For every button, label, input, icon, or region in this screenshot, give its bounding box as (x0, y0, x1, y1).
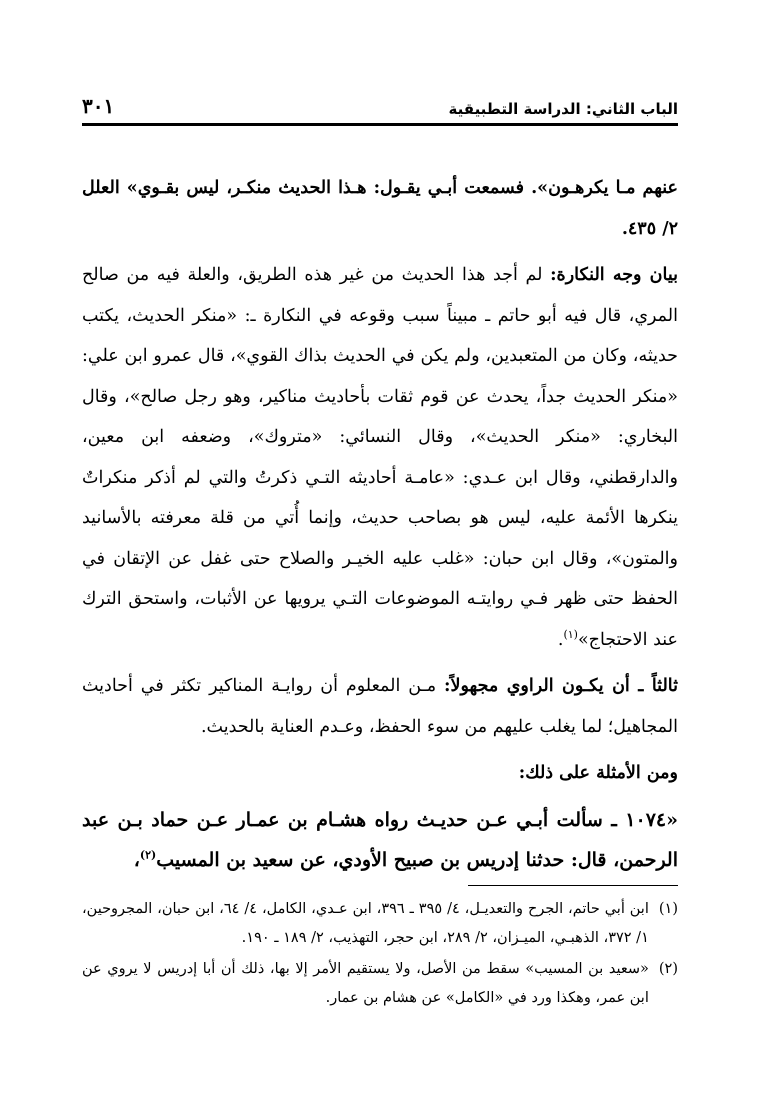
footnotes (82, 895, 678, 1013)
header-divider (82, 123, 678, 126)
example-text: «١٠٧٤ ـ سألت أبـي عـن حديـث رواه هشـام بن عمـار عـن حماد بـن عبد الرحمن، قال: حدثنا إدريس بن صبيح الأودي، عن سعيد بن المسيب (82, 808, 678, 871)
footnote-divider (468, 885, 678, 886)
paragraph-continuation (82, 168, 678, 249)
footnote-number: (٢) (658, 961, 678, 977)
continuation-text: عنهم مـا يكرهـون». فسمعت أبـي يقـول: هـذا الحديث منكـر، ليس بقـوي» العلل ٢/ ٤٣٥. (82, 178, 678, 239)
footnote-text: ابن أبي حاتم، الجرح والتعديـل، ٤/ ٣٩٥ ـ ٣٩٦، ابن عـدي، الكامل، ٤/ ٦٤، ابن حبان، المجروحين، ١/ ٣٧٢، الذهبـي، الميـزان، ٢/ ٢٨٩، ابن حجر، التهذيب، ٢/ ١٨٩ ـ ١٩٠. (82, 901, 649, 946)
main-text (82, 168, 678, 881)
examples-heading: ومن الأمثلة على ذلك: (518, 763, 678, 783)
nakara-heading: بيان وجه النكارة: (550, 265, 678, 285)
footnote-item (82, 955, 678, 1013)
nakara-text: لم أجد هذا الحديث من غير هذه الطريق، والعلة فيه من صالح المري، قال فيه أبو حاتم ـ مبيناً سبب وقوعه في النكارة ـ: «منكر الحديث، يكتب حديثه، وكان من المتعبدين، ولم يكن في الحديث بذاك القوي»، قال عمرو ابن علي: «منكر الحديث جداً، يحدث عن قوم ثقات بأحاديث مناكير، وهو رجل صالح»، وقال البخاري: «منكر الحديث»، وقال النسائي: «متروك»، وضعفه ابن معين، والدارقطني، وقال ابن عـدي: «عامـة أحاديثه التـي ذكرتُ والتي لم أذكر منكراتٌ ينكرها الأئمة عليه، ليس هو بصاحب حديث، وإنما أُتي من قلة معرفته بالأسانيد والمتون»، وقال ابن حبان: «غلب عليه الخيـر والصلاح حتى غفل عن الإتقان في الحفظ حتى ظهر فـي روايتـه الموضوعات التـي يرويها عن الأثبات، واستحق الترك عند الاحتجاج» (82, 265, 678, 650)
third-reason-text: مـن المعلوم أن روايـة المناكير تكثر في أحاديث المجاهيل؛ لما يغلب عليهم من سوء الحفظ، وعـدم العناية بالحديث. (82, 676, 678, 737)
third-reason-heading: ثالثاً ـ أن يكـون الراوي مجهولاً: (444, 676, 678, 696)
page-number: ٣٠١ (82, 94, 115, 118)
running-title: الباب الثاني: الدراسة التطبيقية (448, 100, 678, 118)
page-header (82, 88, 678, 118)
paragraph-third-reason (82, 666, 678, 747)
footnote-text: «سعيد بن المسيب» سقط من الأصل، ولا يستقيم الأمر إلا بها، ذلك أن أبا إدريس لا يروي عن ابن عمر، وهكذا ورد في «الكامل» عن هشام بن عمار. (82, 961, 649, 1006)
paragraph-example-1074 (82, 800, 678, 881)
example-end: ، (133, 849, 140, 871)
footnote-number: (١) (658, 901, 678, 917)
footnote-item (82, 895, 678, 953)
footnote-ref-1[interactable]: (١) (563, 627, 578, 641)
nakara-end: . (557, 629, 564, 650)
paragraph-nakara-explanation (82, 255, 678, 660)
footnote-ref-2[interactable]: (٢) (139, 848, 157, 862)
